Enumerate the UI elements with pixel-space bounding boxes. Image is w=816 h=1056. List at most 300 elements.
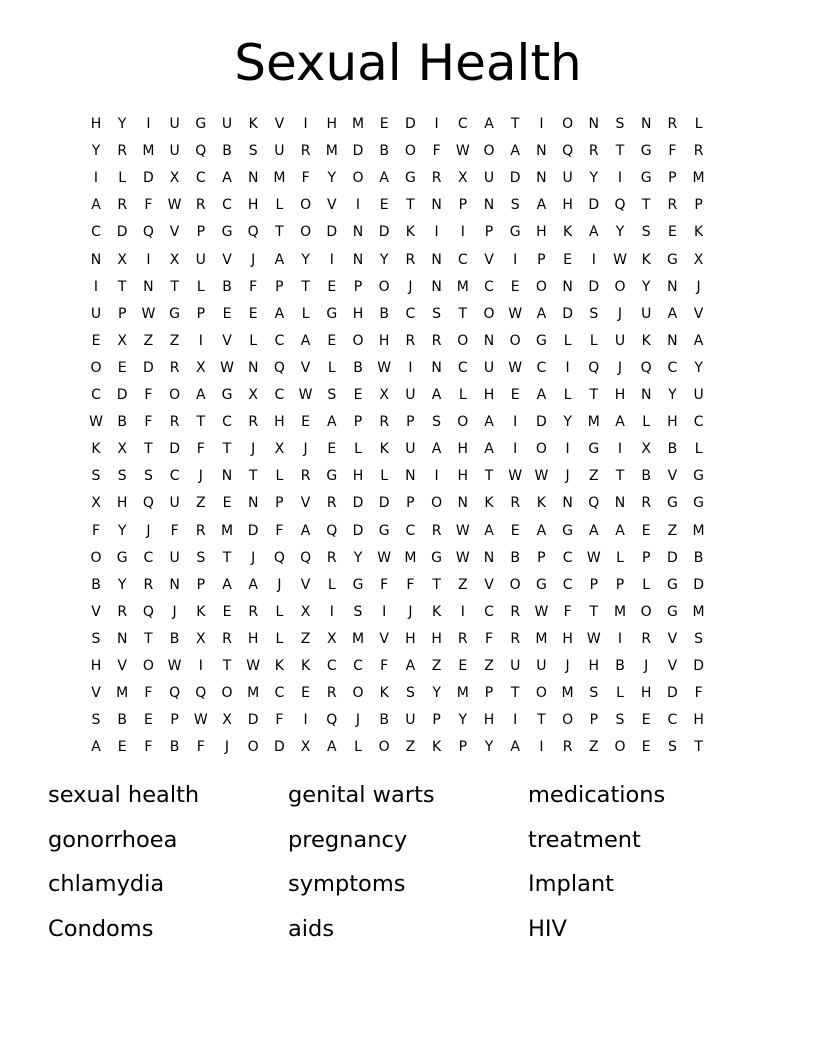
grid-row (91, 219, 746, 246)
word-list-item: genital warts (288, 782, 435, 808)
grid-letter: H (457, 468, 469, 485)
grid-letter: R (326, 495, 337, 512)
grid-letter: G (535, 576, 547, 593)
grid-letter: I (329, 603, 334, 620)
grid-letter: T (615, 468, 625, 485)
grid-letter: X (641, 441, 651, 458)
grid-letter: O (535, 685, 547, 702)
grid-letter: B (510, 549, 520, 566)
grid-letter: A (536, 387, 547, 403)
grid-letter: K (432, 739, 442, 756)
grid-letter: I (513, 712, 518, 729)
grid-letter: P (432, 712, 441, 729)
word-list-item: pregnancy (288, 826, 408, 853)
grid-letter: E (327, 332, 337, 349)
grid-letter: H (90, 658, 102, 674)
grid-letter: A (615, 414, 625, 431)
grid-letter: J (146, 522, 151, 539)
grid-letter: L (275, 468, 284, 485)
grid-letter: O (509, 332, 521, 349)
grid-letter: C (326, 658, 337, 674)
grid-letter: H (116, 495, 128, 512)
grid-letter: X (379, 387, 389, 403)
grid-letter: I (565, 359, 570, 376)
grid-letter: P (353, 278, 363, 295)
grid-row (90, 111, 746, 138)
grid-letter: G (588, 441, 600, 458)
grid-letter: A (615, 522, 625, 539)
grid-letter: O (457, 332, 469, 349)
grid-letter: W (455, 549, 470, 566)
grid-letter: E (379, 116, 389, 132)
grid-letter: M (561, 685, 574, 702)
grid-letter: A (510, 739, 520, 756)
grid-letter: P (117, 305, 127, 322)
grid-letter: O (431, 495, 443, 512)
grid-letter: J (617, 359, 623, 376)
grid-letter: I (591, 251, 596, 268)
grid-letter: S (143, 468, 153, 485)
grid-letter: G (169, 305, 181, 322)
grid-letter: V (379, 630, 389, 647)
grid-letter: L (354, 441, 362, 458)
grid-letter: C (562, 576, 573, 593)
grid-letter: O (221, 685, 233, 702)
grid-letter: A (693, 332, 704, 349)
grid-letter: R (248, 603, 259, 620)
grid-letter: I (146, 251, 151, 268)
grid-letter: N (588, 116, 600, 132)
grid-letter: S (589, 685, 599, 702)
grid-letter: C (222, 197, 232, 214)
grid-letter: G (640, 170, 652, 187)
grid-letter: L (563, 332, 572, 349)
grid-letter: R (117, 197, 128, 214)
grid-letter: W (534, 603, 549, 620)
grid-letter: E (641, 739, 651, 756)
grid-letter: P (694, 197, 703, 214)
grid-letter: E (222, 603, 232, 620)
grid-letter: N (405, 468, 416, 485)
grid-letter: U (169, 116, 180, 132)
grid-letter: W (141, 305, 156, 322)
grid-letter: Q (614, 197, 626, 214)
grid-letter: B (353, 359, 363, 376)
grid-letter: M (692, 170, 705, 187)
grid-letter: J (303, 441, 308, 458)
grid-letter: Y (379, 251, 389, 268)
grid-letter: T (301, 278, 310, 295)
grid-letter: M (142, 143, 155, 160)
grid-letter: I (434, 468, 439, 485)
grid-letter: L (616, 549, 624, 566)
grid-letter: X (117, 332, 127, 349)
grid-letter: V (91, 603, 101, 620)
grid-letter: N (431, 251, 442, 268)
grid-letter: H (431, 630, 442, 647)
grid-letter: U (169, 495, 180, 512)
grid-letter: X (117, 441, 127, 458)
grid-letter: R (667, 197, 678, 214)
grid-letter: C (484, 278, 494, 295)
grid-letter: N (640, 116, 652, 132)
grid-letter: C (562, 549, 573, 566)
grid-letter: D (169, 441, 180, 458)
grid-row (91, 382, 746, 409)
grid-letter: H (667, 414, 678, 431)
grid-letter: J (172, 603, 177, 620)
grid-letter: V (222, 251, 232, 268)
grid-letter: R (169, 359, 180, 376)
grid-letter: N (247, 359, 259, 376)
grid-letter: L (694, 116, 703, 132)
grid-letter: G (352, 576, 364, 593)
grid-letter: U (195, 251, 206, 268)
grid-letter: Y (484, 739, 494, 756)
grid-letter: E (327, 441, 337, 458)
grid-letter: N (247, 170, 259, 187)
grid-letter: P (196, 224, 206, 241)
grid-letter: R (562, 739, 573, 756)
grid-letter: N (562, 278, 573, 295)
grid-letter: C (484, 603, 494, 620)
grid-letter: A (222, 576, 232, 593)
grid-letter: V (169, 224, 180, 241)
grid-letter: O (483, 305, 495, 322)
grid-letter: O (535, 441, 547, 458)
grid-letter: U (169, 143, 180, 160)
grid-letter: C (195, 170, 206, 187)
grid-letter: U (405, 712, 416, 729)
grid-letter: V (300, 359, 311, 376)
grid-letter: T (641, 197, 651, 214)
grid-letter: P (641, 549, 651, 566)
grid-letter: F (275, 712, 284, 729)
grid-letter: V (91, 685, 101, 702)
grid-letter: D (352, 522, 364, 539)
grid-letter: X (274, 441, 285, 458)
grid-letter: U (274, 143, 285, 160)
grid-letter: J (644, 658, 649, 674)
grid-letter: C (536, 359, 547, 376)
grid-letter: G (693, 468, 705, 485)
grid-letter: D (693, 576, 704, 593)
grid-letter: L (563, 387, 572, 403)
grid-letter: G (666, 495, 678, 512)
grid-letter: S (615, 116, 625, 132)
grid-letter: X (458, 170, 468, 187)
grid-letter: S (432, 305, 442, 322)
grid-letter: Y (327, 170, 337, 187)
grid-letter: O (562, 712, 574, 729)
grid-letter: N (667, 332, 678, 349)
grid-letter: G (535, 332, 547, 349)
grid-letter: T (222, 441, 232, 458)
grid-letter: D (116, 224, 128, 241)
grid-letter: A (300, 332, 311, 349)
grid-letter: M (692, 522, 705, 539)
grid-letter: X (196, 630, 206, 647)
grid-letter: F (144, 387, 153, 403)
grid-letter: U (562, 170, 573, 187)
grid-letter: D (116, 387, 128, 403)
grid-letter: O (169, 387, 181, 403)
grid-letter: I (303, 712, 308, 729)
grid-letter: B (667, 441, 678, 458)
grid-letter: X (91, 495, 101, 512)
grid-letter: G (693, 495, 705, 512)
grid-letter: L (642, 414, 651, 431)
grid-letter: Y (615, 224, 625, 241)
grid-letter: C (143, 549, 154, 566)
grid-letter: V (327, 197, 337, 214)
grid-letter: R (431, 170, 442, 187)
grid-letter: I (434, 116, 439, 132)
grid-letter: X (169, 170, 180, 187)
grid-letter: I (382, 603, 387, 620)
grid-letter: C (405, 305, 416, 322)
grid-letter: S (667, 739, 677, 756)
grid-letter: N (431, 197, 442, 214)
grid-letter: T (117, 278, 127, 295)
grid-letter: G (326, 305, 338, 322)
grid-letter: R (641, 630, 652, 647)
grid-letter: D (378, 495, 390, 512)
grid-letter: N (457, 495, 469, 512)
grid-letter: Z (431, 658, 442, 674)
grid-letter: K (379, 685, 389, 702)
grid-letter: A (431, 441, 442, 458)
grid-letter: N (169, 576, 180, 593)
grid-letter: L (327, 359, 336, 376)
grid-letter: B (91, 576, 101, 593)
grid-letter: V (222, 332, 232, 349)
grid-letter: U (221, 116, 233, 132)
grid-letter: O (300, 197, 312, 214)
grid-letter: F (144, 739, 153, 756)
grid-letter: H (378, 332, 390, 349)
grid-letter: R (667, 116, 678, 132)
grid-letter: F (170, 522, 179, 539)
grid-letter: E (301, 414, 311, 431)
grid-letter: J (251, 251, 256, 268)
grid-letter: W (455, 522, 470, 539)
grid-letter: X (300, 739, 311, 756)
grid-letter: L (616, 685, 624, 702)
grid-letter: I (198, 332, 203, 349)
grid-letter: Y (117, 576, 127, 593)
grid-letter: S (91, 712, 101, 729)
grid-letter: V (667, 468, 678, 485)
grid-letter: E (222, 495, 232, 512)
grid-letter: F (694, 685, 703, 702)
grid-letter: T (222, 549, 232, 566)
grid-letter: D (588, 278, 600, 295)
grid-letter: A (484, 414, 494, 431)
grid-letter: K (563, 224, 573, 241)
grid-letter: F (91, 522, 101, 539)
grid-letter: H (588, 658, 600, 674)
grid-letter: C (274, 685, 285, 702)
grid-letter: Q (142, 224, 154, 241)
grid-letter: X (300, 603, 311, 620)
grid-letter: R (510, 495, 521, 512)
grid-letter: N (352, 224, 364, 241)
grid-letter: F (432, 143, 441, 160)
grid-letter: U (483, 359, 495, 376)
grid-letter: G (116, 549, 128, 566)
grid-letter: A (274, 305, 285, 322)
grid-letter: K (694, 224, 704, 241)
grid-letter: X (248, 387, 258, 403)
grid-row (89, 409, 746, 436)
grid-letter: O (90, 549, 102, 566)
grid-letter: W (220, 359, 234, 376)
grid-letter: H (352, 305, 364, 322)
grid-letter: U (536, 658, 547, 674)
grid-letter: R (510, 630, 521, 647)
grid-letter: W (193, 712, 208, 729)
grid-letter: D (509, 170, 521, 187)
grid-letter: L (301, 305, 310, 322)
grid-row (90, 247, 746, 274)
grid-letter: Q (326, 712, 338, 729)
grid-letter: J (408, 603, 413, 620)
grid-letter: Q (195, 143, 207, 160)
grid-letter: X (117, 251, 127, 268)
grid-letter: P (589, 576, 599, 593)
grid-letter: O (378, 278, 390, 295)
grid-letter: F (301, 170, 310, 187)
grid-letter: A (91, 739, 101, 756)
grid-letter: Y (432, 685, 441, 702)
grid-letter: Q (273, 359, 285, 376)
grid-letter: W (455, 143, 470, 160)
grid-letter: T (170, 278, 179, 295)
grid-row (90, 301, 746, 328)
grid-letter: V (300, 576, 311, 593)
grid-letter: F (563, 603, 572, 620)
grid-letter: L (380, 468, 389, 485)
grid-letter: Q (142, 603, 154, 620)
grid-letter: E (327, 278, 337, 295)
grid-letter: R (248, 414, 259, 431)
grid-letter: K (484, 495, 494, 512)
grid-letter: E (222, 305, 232, 322)
grid-letter: Z (589, 739, 599, 756)
grid-row (90, 545, 746, 572)
grid-letter: U (169, 549, 180, 566)
grid-row (90, 355, 746, 382)
grid-letter: F (144, 414, 153, 431)
grid-row (91, 599, 746, 626)
grid-letter: Z (589, 468, 599, 485)
grid-letter: S (91, 630, 101, 647)
grid-row (91, 490, 746, 517)
grid-letter: F (406, 576, 415, 593)
grid-row (91, 707, 746, 734)
grid-letter: J (565, 468, 570, 485)
grid-letter: S (405, 685, 415, 702)
grid-letter: S (615, 712, 625, 729)
grid-letter: X (222, 712, 232, 729)
grid-letter: R (457, 630, 468, 647)
grid-letter: W (586, 630, 601, 647)
grid-letter: H (562, 630, 573, 647)
grid-letter: D (378, 224, 390, 241)
grid-letter: E (301, 685, 311, 702)
grid-letter: T (589, 603, 599, 620)
grid-letter: M (535, 630, 548, 647)
grid-row (90, 653, 746, 680)
grid-letter: L (196, 278, 205, 295)
grid-letter: E (248, 305, 258, 322)
grid-row (91, 680, 746, 707)
grid-letter: P (484, 685, 494, 702)
grid-letter: W (534, 468, 549, 485)
grid-letter: G (666, 251, 678, 268)
grid-letter: O (483, 143, 495, 160)
grid-letter: O (300, 224, 312, 241)
grid-letter: S (353, 603, 363, 620)
grid-letter: M (351, 630, 365, 647)
grid-letter: N (431, 359, 442, 376)
grid-letter: H (693, 712, 704, 729)
grid-letter: O (404, 143, 416, 160)
grid-letter: R (431, 522, 442, 539)
grid-letter: D (405, 116, 416, 132)
grid-letter: C (274, 332, 285, 349)
grid-letter: O (378, 739, 390, 756)
grid-letter: Z (405, 739, 416, 756)
grid-letter: W (167, 197, 182, 214)
grid-letter: Y (563, 414, 572, 431)
grid-letter: M (456, 278, 469, 295)
grid-letter: Q (195, 685, 207, 702)
grid-row (93, 274, 746, 301)
grid-letter: E (458, 658, 468, 674)
page-title: Sexual Health (234, 34, 582, 92)
grid-letter: F (484, 630, 494, 647)
grid-letter: K (432, 603, 442, 620)
grid-letter: L (118, 170, 127, 187)
grid-letter: I (539, 739, 544, 756)
grid-letter: D (562, 305, 573, 322)
grid-letter: U (614, 332, 626, 349)
grid-letter: R (300, 143, 311, 160)
grid-letter: T (144, 441, 153, 458)
grid-letter: A (589, 224, 599, 241)
grid-letter: R (405, 332, 416, 349)
grid-letter: E (563, 251, 573, 268)
grid-letter: Y (91, 143, 101, 160)
grid-letter: B (117, 712, 127, 729)
grid-letter: K (248, 116, 258, 132)
grid-letter: G (221, 224, 233, 241)
grid-letter: D (143, 170, 154, 187)
grid-letter: M (247, 685, 260, 702)
grid-letter: N (431, 278, 442, 295)
grid-letter: N (483, 332, 495, 349)
grid-letter: T (144, 630, 153, 647)
grid-letter: V (484, 251, 494, 268)
grid-letter: L (327, 576, 336, 593)
grid-letter: N (247, 495, 259, 512)
grid-letter: B (169, 739, 180, 756)
grid-letter: P (458, 197, 468, 214)
grid-letter: I (513, 251, 518, 268)
grid-letter: P (406, 414, 415, 431)
